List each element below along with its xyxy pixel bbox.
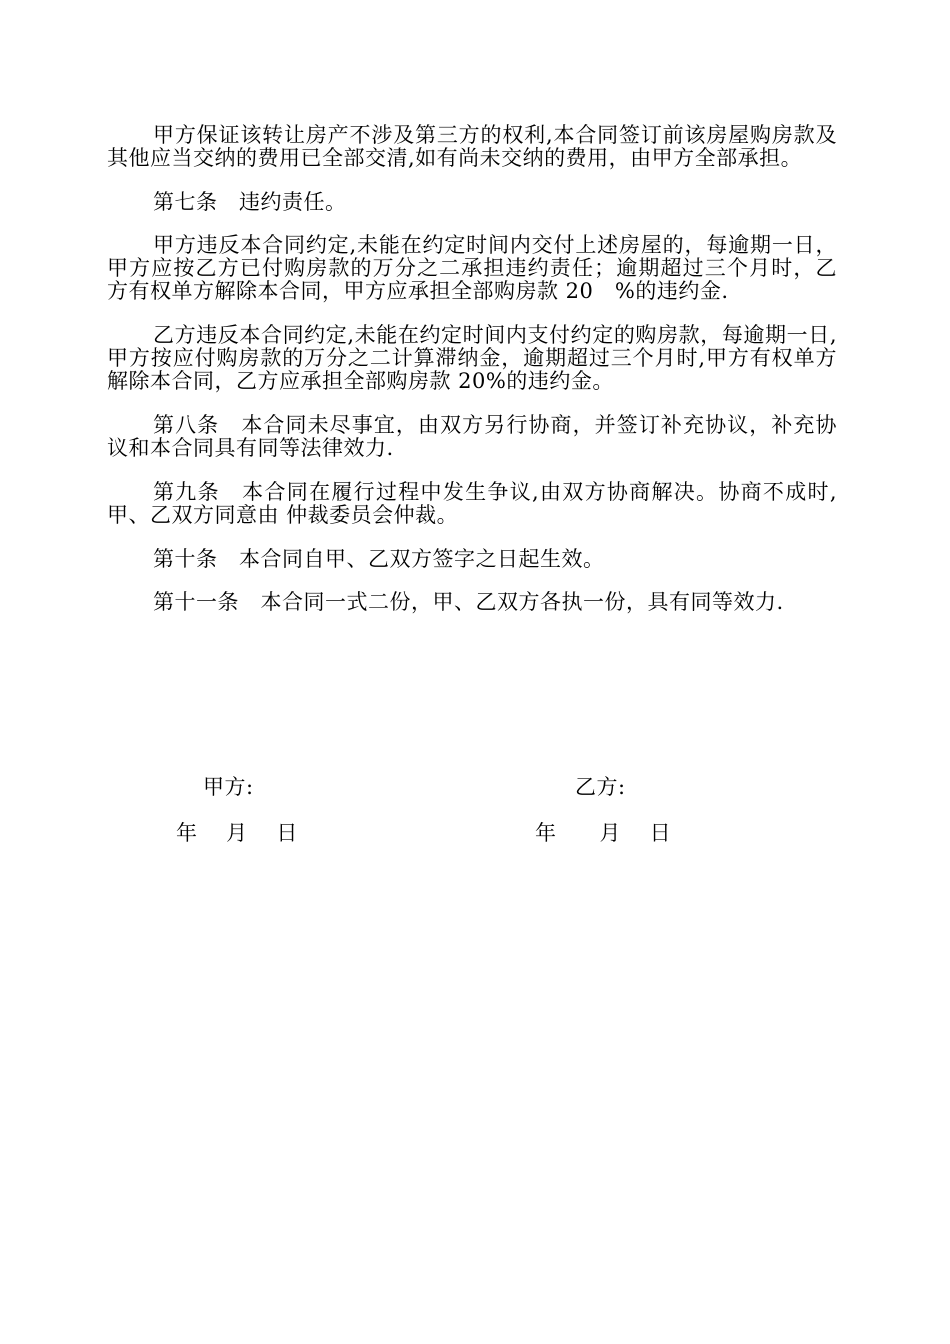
party-a-date-line: 年 月 日	[176, 821, 298, 845]
clause-guarantee-paragraph: 甲方保证该转让房产不涉及第三方的权利,本合同签订前该房屋购房款及其他应当交纳的费用已全部交清,如有尚未交纳的费用，由甲方全部承担。	[107, 123, 837, 170]
article-8-paragraph: 第八条 本合同未尽事宜，由双方另行协商，并签订补充协议，补充协议和本合同具有同等法律效力.	[107, 413, 837, 460]
party-b-signature-label: 乙方:	[575, 775, 626, 799]
party-b-date-line: 年 月 日	[535, 821, 672, 845]
signature-block	[0, 775, 950, 855]
article-9-paragraph: 第九条 本合同在履行过程中发生争议,由双方协商解决。协商不成时,甲、乙双方同意由 仲裁委员会仲裁。	[107, 480, 837, 527]
party-b-breach-paragraph: 乙方违反本合同约定,未能在约定时间内支付约定的购房款，每逾期一日,甲方按应付购房款的万分之二计算滞纳金，逾期超过三个月时,甲方有权单方解除本合同，乙方应承担全部购房款 20%的违约金。	[107, 323, 837, 393]
article-11-paragraph: 第十一条 本合同一式二份，甲、乙双方各执一份，具有同等效力.	[153, 590, 784, 614]
party-a-breach-paragraph: 甲方违反本合同约定,未能在约定时间内交付上述房屋的，每逾期一日，甲方应按乙方已付购房款的万分之二承担违约责任；逾期超过三个月时，乙方有权单方解除本合同，甲方应承担全部购房款 20 %的违约金.	[107, 233, 837, 303]
party-a-signature-label: 甲方:	[203, 775, 254, 799]
article-10-paragraph: 第十条 本合同自甲、乙双方签字之日起生效。	[153, 547, 605, 571]
article-7-heading: 第七条 违约责任。	[153, 190, 347, 214]
contract-body	[107, 124, 837, 634]
